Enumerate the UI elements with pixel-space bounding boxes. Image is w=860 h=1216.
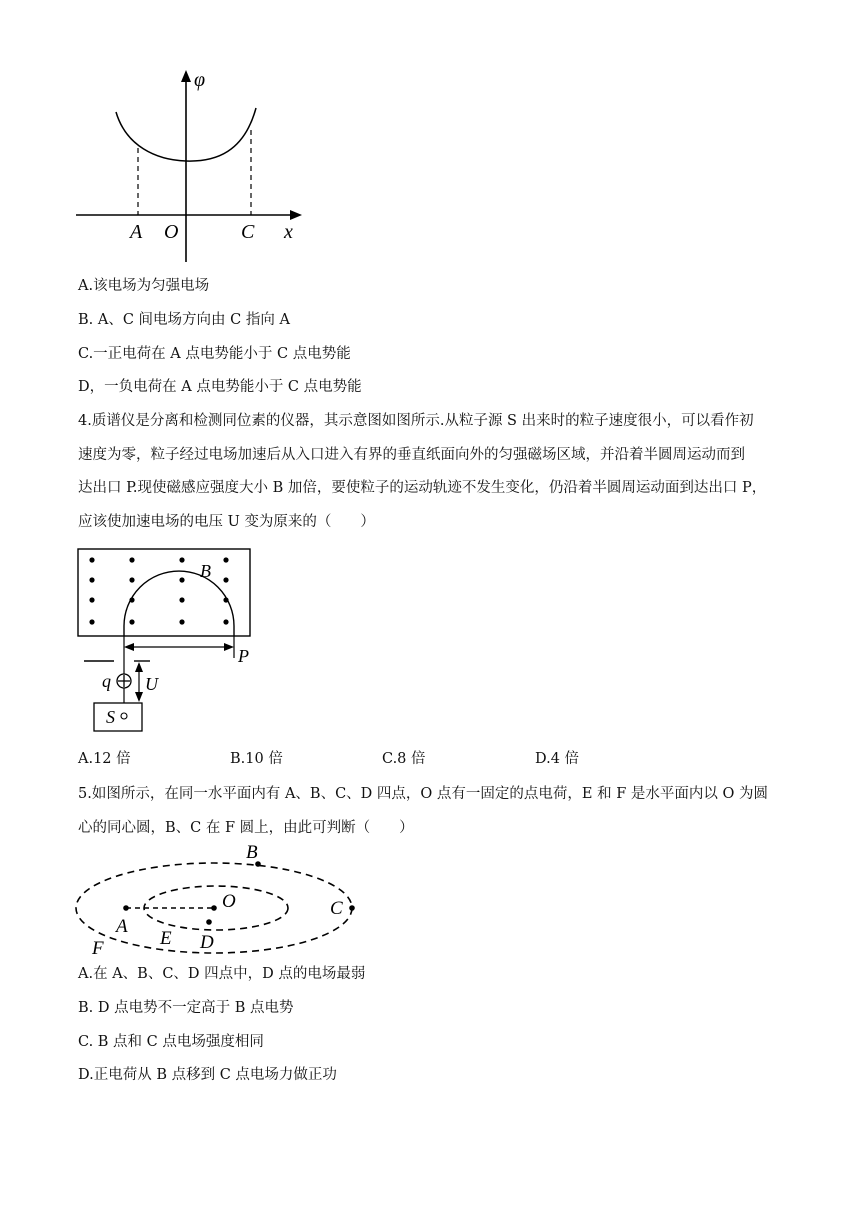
label-b: B (246, 842, 258, 863)
label-b: B (200, 561, 211, 581)
label-o: O (164, 221, 179, 243)
phi-label: φ (194, 69, 206, 91)
label-a: A (130, 221, 143, 243)
label-d: D (200, 932, 214, 953)
q4-stem-line1: 4.质谱仪是分离和检测同位素的仪器，其示意图如图所示.从粒子源 S 出来时的粒子速度很小，可以看作初 (78, 413, 754, 429)
q5-option-d: D.正电荷从 B 点移到 C 点电场力做正功 (78, 1067, 337, 1083)
q5-option-a: A.在 A、B、C、D 四点中，D 点的电场最弱 (78, 966, 366, 982)
q3-option-d: D，一负电荷在 A 点电势能小于 C 点电势能 (78, 379, 362, 395)
concentric-circles-diagram (74, 840, 366, 958)
label-q: q (102, 671, 111, 691)
q4-stem-line3: 达出口 P.现使磁感应强度大小 B 加倍，要使粒子的运动轨迹不发生变化，仍沿着半圆周运动面到达出口 P， (78, 480, 767, 496)
q5-stem-line2: 心的同心圆，B、C 在 F 圆上，由此可判断（ ） (78, 820, 414, 836)
q4-options (0, 749, 860, 769)
potential-graph (76, 66, 308, 264)
label-f: F (92, 938, 104, 958)
q4-option-c: C.8 倍 (382, 751, 426, 767)
q4-stem-line4: 应该使加速电场的电压 U 变为原来的（ ） (78, 514, 375, 530)
label-a: A (116, 916, 128, 937)
q4-option-b: B.10 倍 (230, 751, 283, 767)
q3-option-a: A.该电场为匀强电场 (78, 278, 210, 294)
q4-stem-line2: 速度为零，粒子经过电场加速后从入口进入有界的垂直纸面向外的匀强磁场区域，并沿着半圆周运动而到 (78, 447, 745, 463)
mass-spectrometer-diagram (76, 546, 256, 734)
q4-option-d: D.4 倍 (535, 751, 580, 767)
q5-option-b: B. D 点电势不一定高于 B 点电势 (78, 1000, 294, 1016)
label-o: O (222, 891, 236, 912)
q4-option-a: A.12 倍 (78, 751, 131, 767)
label-s: S (106, 707, 115, 727)
label-p: P (238, 646, 249, 666)
label-e: E (160, 928, 172, 949)
q3-option-c: C.一正电荷在 A 点电势能小于 C 点电势能 (78, 346, 351, 362)
label-c: C (330, 898, 343, 919)
label-c: C (241, 221, 255, 243)
label-x: x (284, 221, 293, 243)
q5-stem-line1: 5.如图所示，在同一水平面内有 A、B、C、D 四点，O 点有一固定的点电荷，E 和 F 是水平面内以 O 为圆 (78, 786, 768, 802)
q5-option-c: C. B 点和 C 点电场强度相同 (78, 1034, 264, 1050)
q3-option-b: B. A、C 间电场方向由 C 指向 A (78, 312, 290, 328)
label-u: U (145, 674, 158, 694)
